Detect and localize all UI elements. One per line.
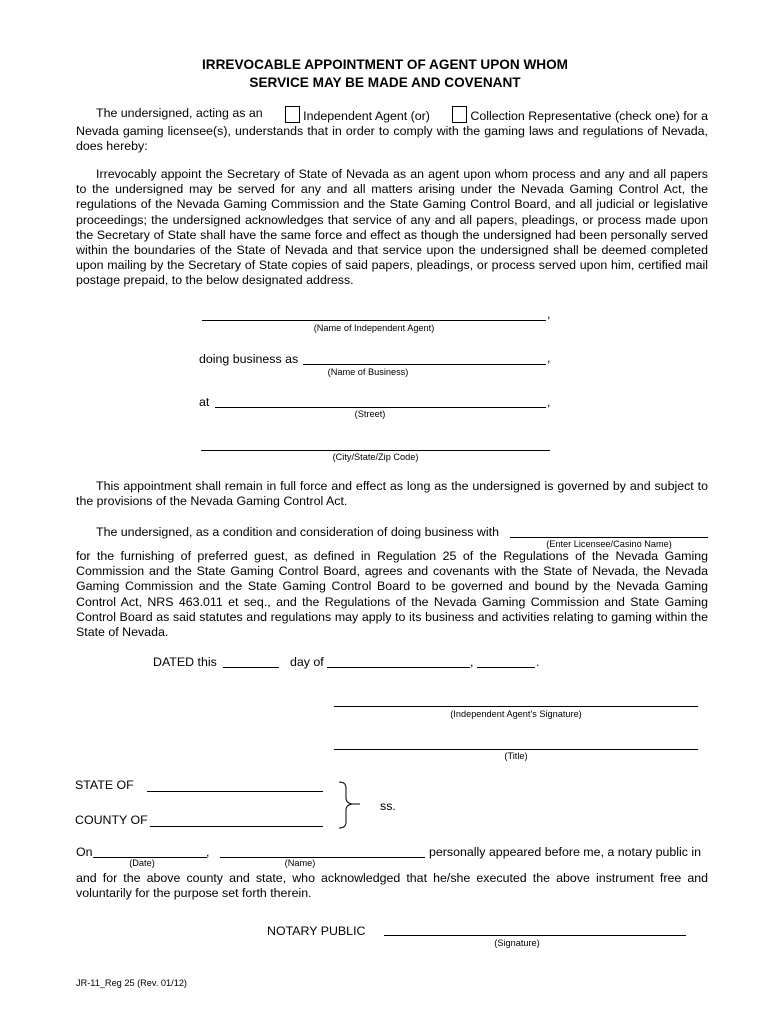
business-name-input[interactable] — [303, 350, 546, 364]
street-line — [215, 407, 546, 408]
notary-signature-input[interactable] — [384, 921, 686, 935]
independent-agent-checkbox[interactable] — [285, 106, 300, 123]
venue-brace-icon — [334, 780, 364, 830]
dated-comma: , — [470, 655, 474, 669]
state-line — [147, 791, 323, 792]
covenant-paragraph: for the furnishing of preferred guest, as defined in Regulation 25 of the Regulations of the Nevada Gaming Commission and the State Gaming Control Board, agrees and covenants with the State of Nevada, the Nevada Gaming Commission and the State Gaming Control Board to be governed and bound by the Nevada Gaming Control Act, NRS 463.011 et seq., and the Regulations of the Nevada Gaming Commission and State Gaming Control Board as said statutes and regulations may apply to its business and activities relating to gaming within the State of Nevada. — [76, 549, 708, 640]
agent-signature-input[interactable] — [334, 692, 698, 706]
dated-month-line — [327, 667, 470, 668]
intro-paragraph — [76, 106, 708, 155]
city-state-zip-line — [201, 450, 550, 451]
licensee-line — [510, 537, 708, 538]
business-name-caption: (Name of Business) — [327, 367, 409, 377]
notary-on-label: On — [76, 845, 93, 859]
licensee-caption: (Enter Licensee/Casino Name) — [546, 539, 672, 549]
notary-appeared-text: personally appeared before me, a notary public in — [429, 845, 702, 859]
agent-title-input[interactable] — [334, 735, 698, 749]
dated-year-input[interactable] — [477, 653, 535, 667]
street-input[interactable] — [215, 393, 546, 407]
county-line — [150, 826, 323, 827]
state-of-label: STATE OF — [75, 778, 134, 792]
county-input[interactable] — [150, 811, 323, 825]
agent-signature-caption: (Independent Agent's Signature) — [450, 709, 582, 719]
form-number-footer: JR-11_Reg 25 (Rev. 01/12) — [76, 978, 187, 988]
state-input[interactable] — [147, 776, 323, 790]
dated-month-input[interactable] — [327, 653, 470, 667]
county-of-label: COUNTY OF — [75, 813, 148, 827]
notary-public-label: NOTARY PUBLIC — [267, 924, 366, 938]
document-title-line1: IRREVOCABLE APPOINTMENT OF AGENT UPON WHOM — [201, 57, 569, 72]
business-comma: , — [547, 351, 551, 365]
street-caption: (Street) — [354, 409, 386, 419]
intro-text-d: Nevada gaming licensee(s), understands that in order to comply with the gaming laws and regulations of Nevada, does hereby: — [76, 124, 708, 154]
dated-label: DATED this — [153, 655, 217, 669]
agent-name-caption: (Name of Independent Agent) — [313, 323, 435, 333]
dba-label: doing business as — [199, 352, 299, 366]
collection-representative-checkbox[interactable] — [452, 106, 467, 123]
duration-paragraph: This appointment shall remain in full force and effect as long as the undersigned is governed by and subject to the provisions of the Nevada Gaming Control Act. — [76, 479, 708, 509]
dated-period: . — [536, 655, 540, 669]
agent-signature-line — [334, 706, 698, 707]
appointment-paragraph: Irrevocably appoint the Secretary of State of Nevada as an agent upon whom process and any and all papers to the undersigned may be served for any and all matters arising under the Nevada Gaming Control Act, the regulations of the Nevada Gaming Commission and the State Gaming Control Board, and all judicial or legislative proceedings; the undersigned acknowledges that service of any and all papers, pleadings, or process made upon the Secretary of State shall have the same force and effect as though the undersigned had been personally served within the boundaries of the State of Nevada and that service upon the undersigned shall be deemed completed upon mailing by the Secretary of State copies of said papers, pleadings, or process served upon him, certified mail postage prepaid, to the below designated address. — [76, 167, 708, 288]
dated-year-line — [477, 667, 535, 668]
agent-title-caption: (Title) — [504, 751, 528, 761]
notary-date-input[interactable] — [93, 843, 210, 859]
ss-label: ss. — [380, 799, 396, 813]
dated-day-line — [223, 667, 279, 668]
notary-person-name-input[interactable] — [220, 843, 425, 857]
intro-text-b: Independent Agent (or) — [303, 109, 430, 123]
notary-signature-line — [384, 935, 686, 936]
notary-date-caption: (Date) — [129, 858, 155, 868]
licensee-casino-name-input[interactable] — [510, 523, 708, 537]
independent-agent-name-input[interactable] — [202, 306, 546, 320]
notary-acknowledgment-text: and for the above county and state, who acknowledged that he/she executed the above instrument free and voluntarily for the purpose set forth therein. — [76, 871, 708, 901]
document-title-line2: SERVICE MAY BE MADE AND COVENANT — [249, 75, 521, 90]
notary-signature-caption: (Signature) — [494, 938, 540, 948]
city-state-zip-caption: (City/State/Zip Code) — [332, 452, 419, 462]
business-name-line — [303, 364, 546, 365]
intro-text-a: The undersigned, acting as an — [96, 106, 263, 120]
agent-title-line — [334, 749, 698, 750]
street-comma: , — [547, 395, 551, 409]
notary-name-caption: (Name) — [284, 858, 316, 868]
agent-name-comma: , — [547, 307, 551, 321]
day-of-label: day of — [290, 655, 324, 669]
notary-comma: , — [206, 845, 210, 859]
agent-name-line — [202, 320, 546, 321]
covenant-lead-text: The undersigned, as a condition and consideration of doing business with — [96, 525, 499, 539]
dated-day-input[interactable] — [223, 653, 279, 667]
intro-text-c: Collection Representative (check one) for a — [470, 109, 708, 123]
city-state-zip-input[interactable] — [201, 436, 550, 450]
at-label: at — [199, 395, 210, 409]
